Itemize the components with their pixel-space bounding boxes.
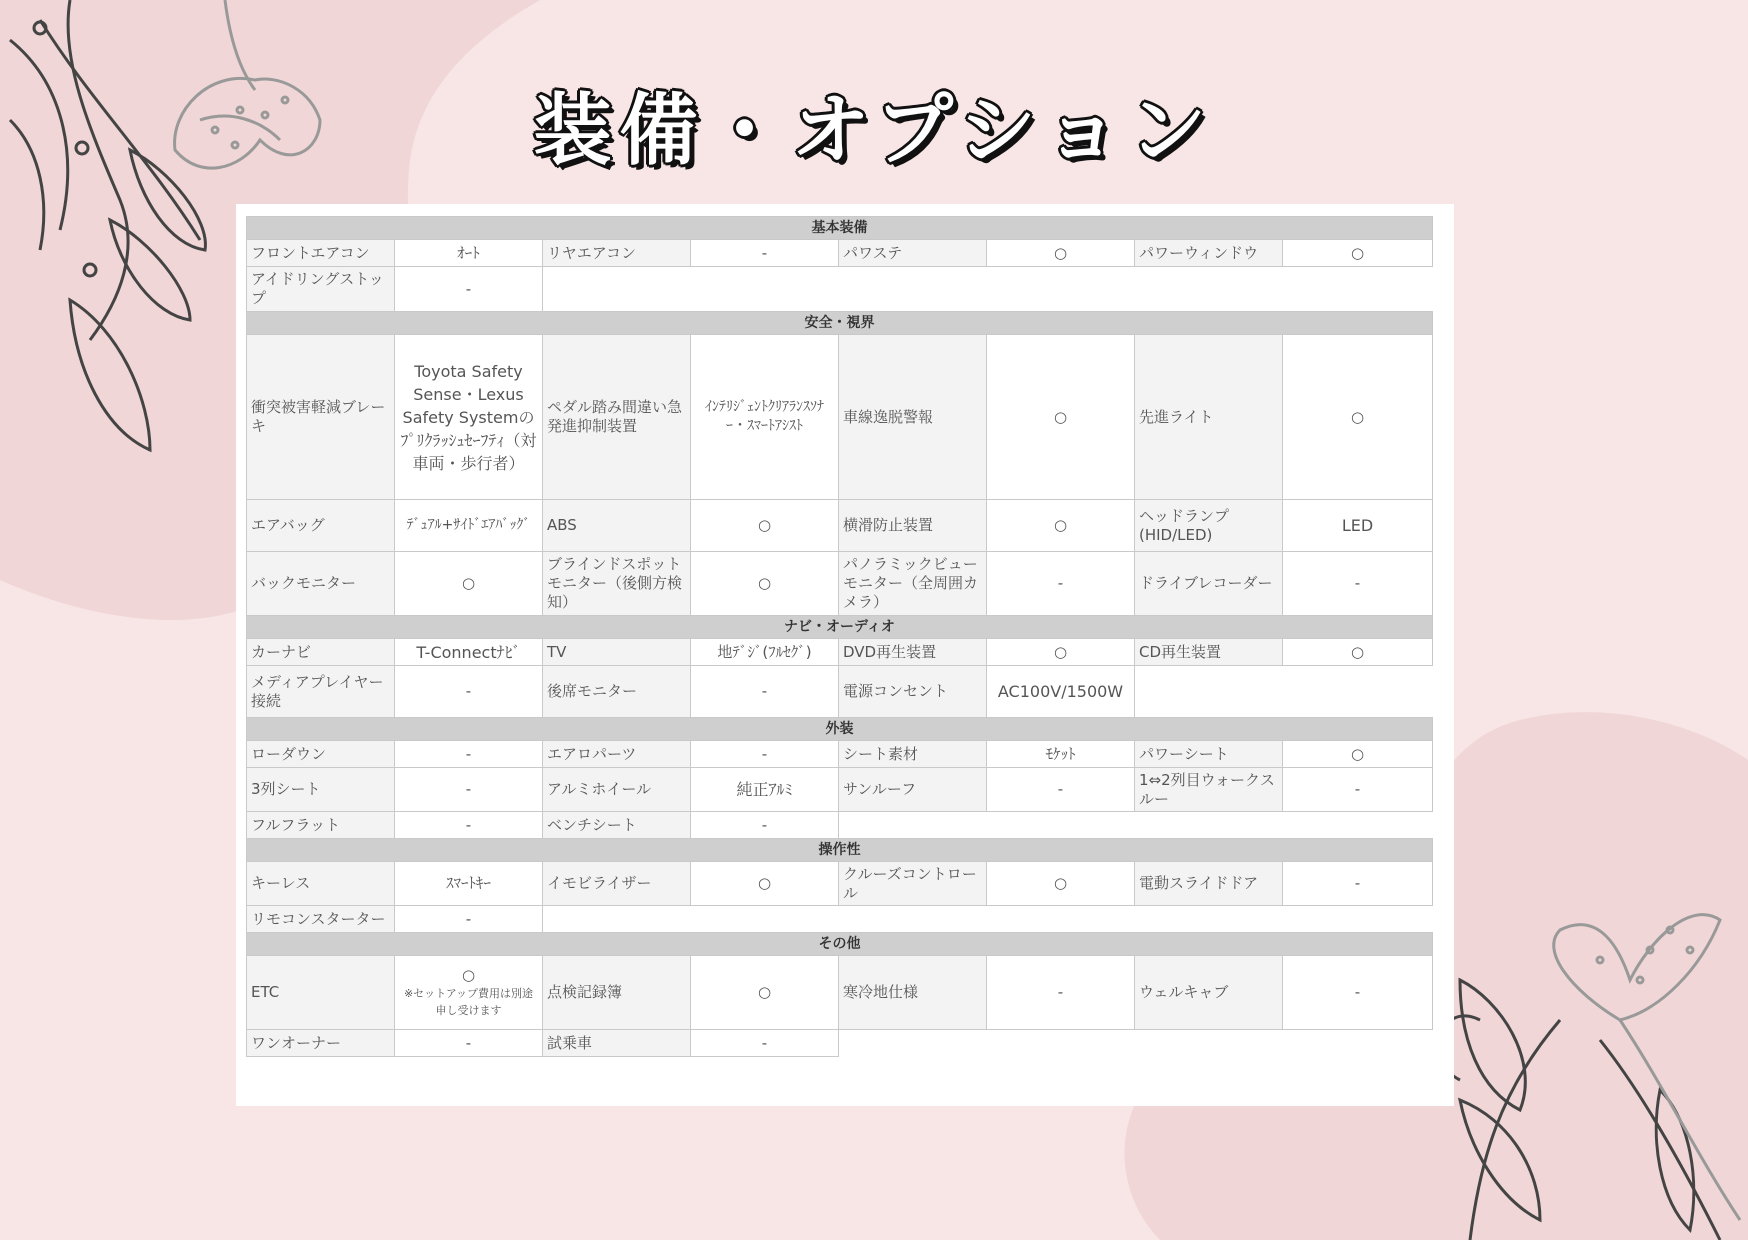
- value-cell: AC100V/1500W: [987, 666, 1135, 718]
- value-cell: -: [691, 741, 839, 768]
- value-cell: ﾓｹｯﾄ: [987, 741, 1135, 768]
- label-cell: 寒冷地仕様: [839, 956, 987, 1030]
- label-cell: リモコンスターター: [247, 906, 395, 933]
- value-cell: -: [395, 666, 543, 718]
- value-cell: ○: [987, 639, 1135, 666]
- table-row: [247, 639, 1433, 666]
- label-cell: パワステ: [839, 240, 987, 267]
- value-cell: ○: [987, 862, 1135, 906]
- value-cell: Toyota Safety Sense・Lexus Safety Systemのﾌﾟﾘｸﾗｯｼｭｾｰﾌﾃｨ（対車両・歩行者）: [395, 335, 543, 500]
- label-cell: パワーシート: [1135, 741, 1283, 768]
- table-row: [247, 335, 1433, 500]
- section-header-row: [247, 616, 1433, 639]
- value-cell: ○: [691, 500, 839, 552]
- etc-note: ※セットアップ費用は別途申し受けます: [403, 987, 534, 1017]
- label-cell: クルーズコントロール: [839, 862, 987, 906]
- table-row: [247, 240, 1433, 267]
- empty-cell: [543, 267, 1433, 312]
- label-cell: 電動スライドドア: [1135, 862, 1283, 906]
- label-cell: 3列シート: [247, 768, 395, 812]
- label-cell: リヤエアコン: [543, 240, 691, 267]
- table-row: [247, 500, 1433, 552]
- value-cell: ○: [1283, 741, 1433, 768]
- value-cell: ○: [395, 552, 543, 616]
- value-cell: -: [691, 812, 839, 839]
- label-cell: 先進ライト: [1135, 335, 1283, 500]
- value-cell: -: [987, 552, 1135, 616]
- value-cell: ○: [691, 552, 839, 616]
- label-cell: 1⇔2列目ウォークスルー: [1135, 768, 1283, 812]
- label-cell: カーナビ: [247, 639, 395, 666]
- label-cell: フロントエアコン: [247, 240, 395, 267]
- label-cell: 電源コンセント: [839, 666, 987, 718]
- label-cell: アルミホイール: [543, 768, 691, 812]
- label-cell: イモビライザー: [543, 862, 691, 906]
- label-cell: ドライブレコーダー: [1135, 552, 1283, 616]
- spec-table: [246, 216, 1433, 1057]
- value-cell: ○: [691, 862, 839, 906]
- label-cell: ETC: [247, 956, 395, 1030]
- label-cell: エアバッグ: [247, 500, 395, 552]
- label-cell: アイドリングストップ: [247, 267, 395, 312]
- table-row: [247, 956, 1433, 1030]
- value-cell: 純正ｱﾙﾐ: [691, 768, 839, 812]
- value-cell: 地ﾃﾞｼﾞ(ﾌﾙｾｸﾞ): [691, 639, 839, 666]
- label-cell: ペダル踏み間違い急発進抑制装置: [543, 335, 691, 500]
- value-cell: -: [987, 956, 1135, 1030]
- label-cell: バックモニター: [247, 552, 395, 616]
- section-header-row: [247, 839, 1433, 862]
- section-header-exterior: 外装: [247, 718, 1433, 741]
- label-cell: サンルーフ: [839, 768, 987, 812]
- label-cell: 点検記録簿: [543, 956, 691, 1030]
- spec-card: [236, 204, 1454, 1106]
- label-cell: 試乗車: [543, 1030, 691, 1057]
- label-cell: 車線逸脱警報: [839, 335, 987, 500]
- value-cell: ○: [987, 240, 1135, 267]
- section-header-navi: ナビ・オーディオ: [247, 616, 1433, 639]
- value-cell: -: [395, 812, 543, 839]
- label-cell: 後席モニター: [543, 666, 691, 718]
- label-cell: CD再生装置: [1135, 639, 1283, 666]
- label-cell: 横滑防止装置: [839, 500, 987, 552]
- value-cell: ○: [987, 500, 1135, 552]
- empty-cell: [839, 1030, 1433, 1057]
- label-cell: シート素材: [839, 741, 987, 768]
- value-cell: ○: [1283, 335, 1433, 500]
- label-cell: ウェルキャブ: [1135, 956, 1283, 1030]
- label-cell: キーレス: [247, 862, 395, 906]
- value-cell: -: [987, 768, 1135, 812]
- value-cell: ｲﾝﾃﾘｼﾞｪﾝﾄｸﾘｱﾗﾝｽｿﾅｰ・ｽﾏｰﾄｱｼｽﾄ: [691, 335, 839, 500]
- label-cell: ABS: [543, 500, 691, 552]
- section-header-row: [247, 933, 1433, 956]
- value-cell: ○: [987, 335, 1135, 500]
- label-cell: TV: [543, 639, 691, 666]
- page-title: 装備・オプション: [533, 86, 1215, 176]
- empty-cell: [543, 906, 1433, 933]
- label-cell: ワンオーナー: [247, 1030, 395, 1057]
- section-header-row: [247, 718, 1433, 741]
- section-header-other: その他: [247, 933, 1433, 956]
- section-header-safety: 安全・視界: [247, 312, 1433, 335]
- section-header-row: [247, 312, 1433, 335]
- value-cell: -: [1283, 768, 1433, 812]
- value-cell: -: [1283, 552, 1433, 616]
- value-cell: -: [395, 768, 543, 812]
- label-cell: ローダウン: [247, 741, 395, 768]
- label-cell: パワーウィンドウ: [1135, 240, 1283, 267]
- table-row: [247, 666, 1433, 718]
- value-cell: [395, 956, 543, 1030]
- table-row: [247, 267, 1433, 312]
- value-cell: -: [395, 267, 543, 312]
- value-cell: LED: [1283, 500, 1433, 552]
- label-cell: エアロパーツ: [543, 741, 691, 768]
- value-cell: T-Connectﾅﾋﾞ: [395, 639, 543, 666]
- label-cell: DVD再生装置: [839, 639, 987, 666]
- etc-mark: ○: [461, 966, 476, 984]
- value-cell: -: [1283, 862, 1433, 906]
- label-cell: ヘッドランプ(HID/LED): [1135, 500, 1283, 552]
- table-row: [247, 1030, 1433, 1057]
- table-row: [247, 862, 1433, 906]
- label-cell: メディアプレイヤー接続: [247, 666, 395, 718]
- empty-cell: [1135, 666, 1433, 718]
- label-cell: 衝突被害軽減ブレーキ: [247, 335, 395, 500]
- value-cell: -: [395, 906, 543, 933]
- empty-cell: [839, 812, 1433, 839]
- table-row: [247, 812, 1433, 839]
- value-cell: -: [691, 1030, 839, 1057]
- value-cell: ○: [691, 956, 839, 1030]
- label-cell: パノラミックビューモニター（全周囲カメラ）: [839, 552, 987, 616]
- label-cell: ベンチシート: [543, 812, 691, 839]
- table-row: [247, 552, 1433, 616]
- value-cell: ○: [1283, 639, 1433, 666]
- section-header-basic: 基本装備: [247, 217, 1433, 240]
- value-cell: -: [395, 741, 543, 768]
- value-cell: ｽﾏｰﾄｷｰ: [395, 862, 543, 906]
- label-cell: フルフラット: [247, 812, 395, 839]
- value-cell: -: [1283, 956, 1433, 1030]
- value-cell: -: [691, 240, 839, 267]
- value-cell: ﾃﾞｭｱﾙ+ｻｲﾄﾞｴｱﾊﾞｯｸﾞ: [395, 500, 543, 552]
- value-cell: -: [395, 1030, 543, 1057]
- table-row: [247, 906, 1433, 933]
- section-header-operation: 操作性: [247, 839, 1433, 862]
- table-row: [247, 768, 1433, 812]
- value-cell: ｵｰﾄ: [395, 240, 543, 267]
- value-cell: ○: [1283, 240, 1433, 267]
- value-cell: -: [691, 666, 839, 718]
- table-row: [247, 741, 1433, 768]
- label-cell: ブラインドスポットモニター（後側方検知）: [543, 552, 691, 616]
- section-header-row: [247, 217, 1433, 240]
